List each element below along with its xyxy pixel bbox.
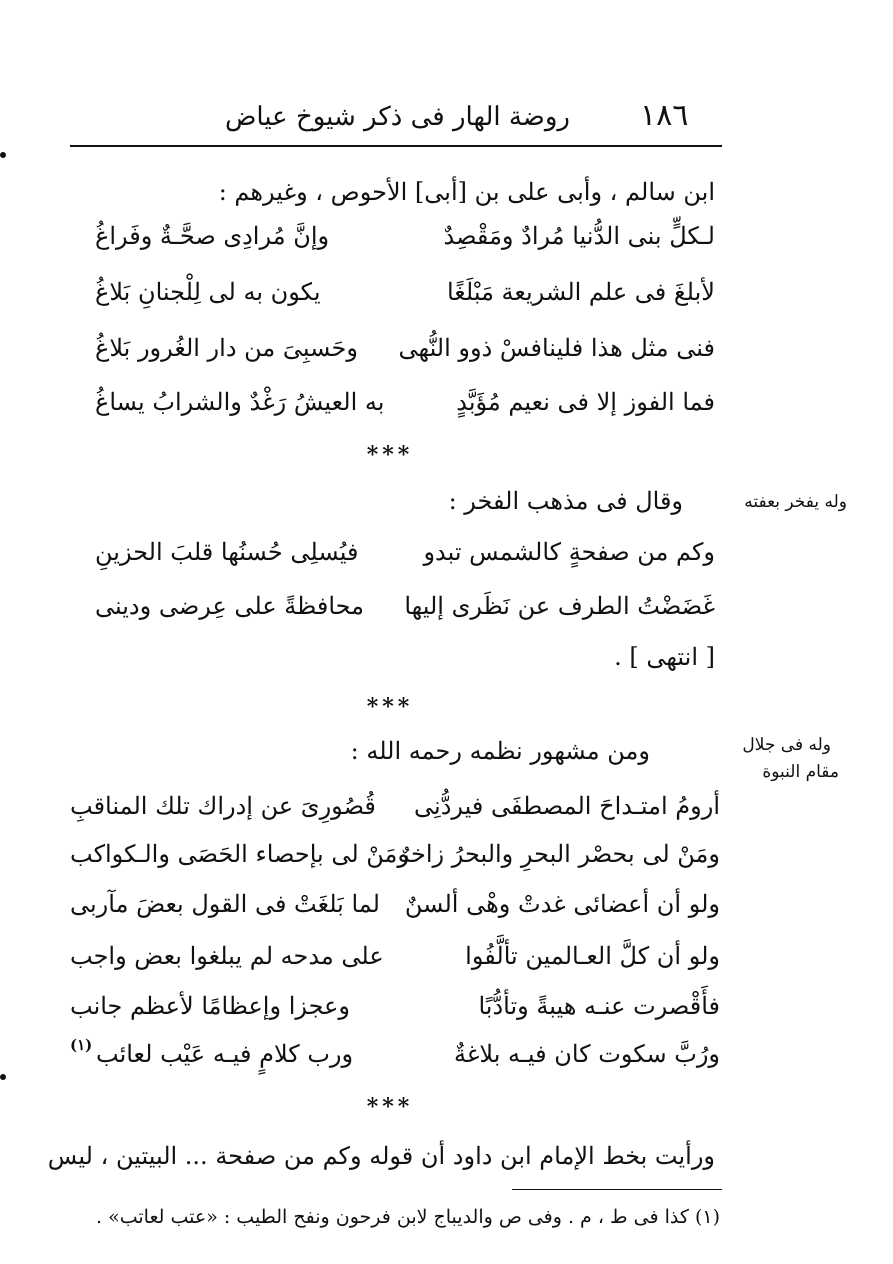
closing-bracket: [ انتهى ] . bbox=[614, 643, 715, 671]
hemistich-second: على مدحه لم يبلغوا بعض واجب bbox=[70, 942, 384, 970]
hemistich-second: وإنَّ مُرادِى صحَّـةٌ وفَراغُ bbox=[95, 222, 330, 250]
verse-line bbox=[70, 942, 720, 982]
hemistich-second: به العيشُ رَغْدٌ والشرابُ يساغُ bbox=[95, 388, 385, 416]
hemistich-first: لأبلغَ فى علم الشريعة مَبْلَغًا bbox=[446, 278, 715, 306]
hemistich-first: ولو أن كلَّ العـالمين تألَّفُوا bbox=[465, 942, 720, 970]
verse-line bbox=[70, 992, 720, 1032]
hemistich-first: فأَقْصرت عنـه هيبةً وتأدُّبًا bbox=[478, 992, 720, 1020]
hemistich-first: ومَنْ لى بحصْر البحرِ والبحرُ زاخرٌ bbox=[397, 840, 720, 868]
margin-note-line-1: وله فى جلال bbox=[742, 735, 831, 755]
scan-mark bbox=[0, 152, 6, 158]
section-separator: *** bbox=[366, 1094, 414, 1120]
verse-line bbox=[95, 278, 715, 318]
section-separator: *** bbox=[366, 442, 414, 468]
verse-line bbox=[70, 840, 720, 880]
hemistich-second: يكون به لى لِلْجنانِ بَلاغُ bbox=[95, 278, 321, 306]
hemistich-second: محافظةً على عِرضى ودينى bbox=[95, 592, 364, 620]
running-title: روضة الهار فى ذكر شيوخ عياض bbox=[224, 102, 570, 132]
page-number: ١٨٦ bbox=[640, 98, 689, 133]
verse-line bbox=[95, 592, 715, 632]
verse-line bbox=[70, 1040, 720, 1080]
hemistich-first: لـكلٍّ بنى الدُّنيا مُرادٌ ومَقْصِدٌ bbox=[443, 222, 715, 250]
hemistich-second: ورب كلامٍ فيـه عَيْب لعائب bbox=[96, 1040, 354, 1068]
hemistich-second: فيُسلِى حُسنُها قلبَ الحزينِ bbox=[95, 538, 359, 566]
scan-mark bbox=[0, 1074, 6, 1080]
header-rule bbox=[70, 145, 722, 147]
hemistich-first: ولو أن أعضائى غدتْ وهْى ألسنٌ bbox=[404, 890, 720, 918]
verse-line bbox=[70, 792, 720, 832]
intro-line-1: ابن سالم ، وأبى على بن [أبى] الأحوص ، وغيرهم : bbox=[218, 178, 715, 206]
footnote: (١) كذا فى ط ، م . وفى ص والديباج لابن فرحون ونفح الطيب : «عتب لعاتب» . bbox=[96, 1206, 720, 1228]
intro-line-3: ومن مشهور نظمه رحمه الله : bbox=[350, 737, 650, 765]
verse-line bbox=[95, 222, 715, 262]
hemistich-second: وحَسبِىَ من دار الغُرور بَلاغُ bbox=[95, 334, 358, 362]
hemistich-first: أرومُ امتـداحَ المصطفَى فيردُّنِى bbox=[414, 792, 720, 820]
verse-line bbox=[70, 890, 720, 930]
hemistich-first: وكم من صفحةٍ كالشمس تبدو bbox=[423, 538, 715, 566]
verse-line bbox=[95, 388, 715, 428]
hemistich-second: قُصُورِىَ عن إدراك تلك المناقبِ bbox=[70, 792, 376, 820]
hemistich-first: فنى مثل هذا فلينافسْ ذوو النُّهى bbox=[398, 334, 715, 362]
hemistich-first: غَضَضْتُ الطرف عن نَظَرى إليها bbox=[404, 592, 715, 620]
margin-note-line-2: مقام النبوة bbox=[762, 762, 839, 782]
intro-line-2: وقال فى مذهب الفخر : bbox=[448, 487, 683, 515]
hemistich-first: ورُبَّ سكوت كان فيـه بلاغةٌ bbox=[453, 1040, 720, 1068]
verse-line bbox=[95, 538, 715, 578]
footnote-marker: (١) bbox=[70, 1036, 93, 1054]
margin-note: وله يفخر بعفته bbox=[744, 492, 847, 512]
hemistich-first: فما الفوز إلا فى نعيم مُؤَبَّدٍ bbox=[456, 388, 715, 416]
hemistich-second: وعجزا وإعظامًا لأعظم جانب bbox=[70, 992, 351, 1020]
hemistich-second: لما بَلغَتْ فى القول بعضَ مآربى bbox=[70, 890, 380, 918]
closing-paragraph: ورأيت بخط الإمام ابن داود أن قوله وكم من صفحة ... البيتين ، ليس bbox=[47, 1142, 715, 1170]
footnote-rule bbox=[512, 1189, 722, 1190]
verse-line bbox=[95, 334, 715, 374]
section-separator: *** bbox=[366, 694, 414, 720]
hemistich-second: ومَنْ لى بإحصاء الحَصَى والـكواكب bbox=[70, 840, 409, 868]
